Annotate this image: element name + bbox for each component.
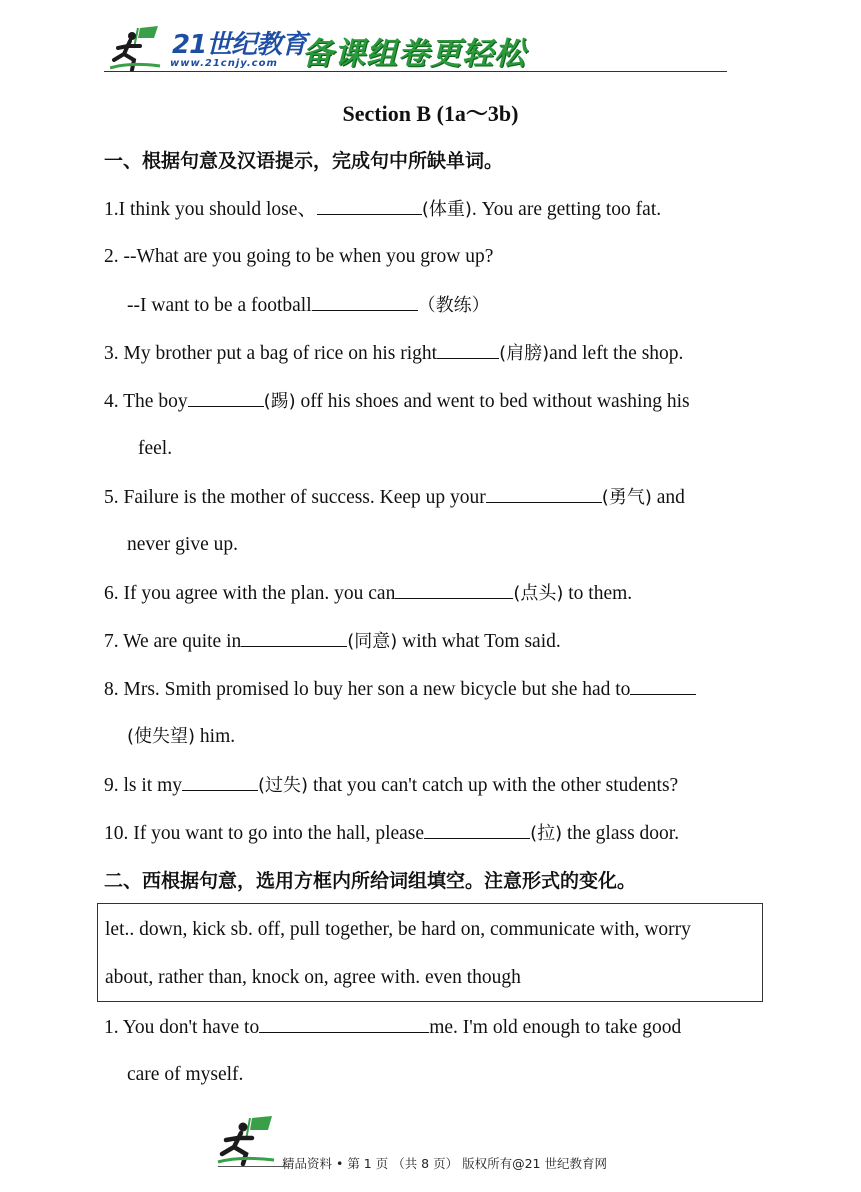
- question-4: [104, 388, 690, 415]
- chinese-hint: (同意): [347, 631, 398, 652]
- question-text: 6. If you agree with the plan. you can: [104, 583, 396, 604]
- footer-rule: [218, 1166, 290, 1167]
- answer-blank[interactable]: [182, 772, 258, 791]
- answer-blank[interactable]: [630, 676, 696, 695]
- answer-blank[interactable]: [317, 196, 422, 215]
- question-6: [104, 580, 632, 607]
- question-text: me. I'm old enough to take good: [429, 1017, 682, 1038]
- header-slogan: 备课组卷更轻松: [302, 36, 526, 72]
- word-box-line-1: let.. down, kick sb. off, pull together, be hard on, communicate with, worry: [105, 919, 691, 940]
- answer-blank[interactable]: [486, 484, 602, 503]
- question-9: [104, 772, 678, 799]
- question-text: 2. --What are you going to be when you grow up?: [104, 246, 494, 267]
- question-2: [104, 244, 493, 270]
- question-7: [104, 628, 561, 655]
- question-text: 3. My brother put a bag of rice on his right: [104, 343, 438, 364]
- question-2-answer: [127, 292, 490, 319]
- question-text: him.: [195, 726, 236, 747]
- chinese-hint: (勇气): [601, 487, 652, 508]
- page-title: Section B (1a～3b): [342, 101, 519, 126]
- question-text: and left the shop.: [549, 343, 684, 364]
- question-5-cont: never give up.: [127, 534, 239, 555]
- part2-question-1-cont: care of myself.: [127, 1064, 244, 1085]
- part2-heading: 二、西根据句意，选用方框内所给词组填空。注意形式的变化。: [104, 870, 637, 892]
- question-text: 9. ls it my: [104, 775, 183, 796]
- answer-blank[interactable]: [312, 292, 418, 311]
- chinese-hint: （教练）: [417, 295, 490, 316]
- running-figure-logo-icon: [216, 1114, 282, 1166]
- question-text: with what Tom said.: [397, 631, 561, 652]
- answer-blank[interactable]: [241, 628, 347, 647]
- question-text: and: [651, 487, 685, 508]
- answer-blank[interactable]: [188, 388, 264, 407]
- header: [104, 22, 727, 78]
- question-text: 10. If you want to go into the hall, please: [104, 823, 425, 844]
- answer-blank[interactable]: [424, 820, 530, 839]
- answer-blank[interactable]: [259, 1014, 429, 1033]
- chinese-hint: (踢): [263, 391, 296, 412]
- question-1: [104, 196, 661, 223]
- question-8: [104, 676, 696, 703]
- footer-text: 精品资料 • 第 1 页 （共 8 页） 版权所有@21 世纪教育网: [282, 1156, 607, 1171]
- logo-url: www.21cnjy.com: [170, 58, 278, 69]
- question-8-cont: [127, 724, 235, 750]
- question-text: 5. Failure is the mother of success. Keep up your: [104, 487, 486, 508]
- question-text: that you can't catch up with the other students?: [308, 775, 679, 796]
- chinese-hint: (点头): [513, 583, 564, 604]
- word-box-line-2: about, rather than, knock on, agree with. even though: [105, 967, 521, 988]
- question-text: 1.I think you should lose、: [104, 199, 317, 220]
- running-figure-logo-icon: [110, 26, 172, 72]
- question-text: 4. The boy: [104, 391, 188, 412]
- chinese-hint: (肩膀): [499, 343, 550, 364]
- question-text: --I want to be a football: [127, 295, 312, 316]
- part2-question-1: [104, 1014, 681, 1041]
- question-text: 8. Mrs. Smith promised lo buy her son a new bicycle but she had to: [104, 679, 631, 700]
- question-text: off his shoes and went to bed without washing his: [295, 391, 690, 412]
- question-text: 7. We are quite in: [104, 631, 242, 652]
- question-3: [104, 340, 683, 367]
- chinese-hint: (拉): [530, 823, 563, 844]
- chinese-hint: (使失望): [127, 726, 196, 747]
- question-10: [104, 820, 679, 847]
- question-text: to them.: [563, 583, 633, 604]
- header-rule: [104, 71, 727, 72]
- question-5: [104, 484, 685, 511]
- question-text: . You are getting too fat.: [471, 199, 662, 220]
- chinese-hint: (过失): [258, 775, 309, 796]
- question-text: 1. You don't have to: [104, 1017, 260, 1038]
- answer-blank[interactable]: [395, 580, 513, 599]
- logo-title: 21世纪教育: [172, 30, 307, 60]
- part1-heading: 一、根据句意及汉语提示，完成句中所缺单词。: [104, 150, 504, 172]
- question-4-cont: feel.: [138, 438, 173, 459]
- chinese-hint: (体重): [421, 199, 472, 220]
- footer: [214, 1114, 654, 1170]
- answer-blank[interactable]: [437, 340, 499, 359]
- question-text: the glass door.: [562, 823, 680, 844]
